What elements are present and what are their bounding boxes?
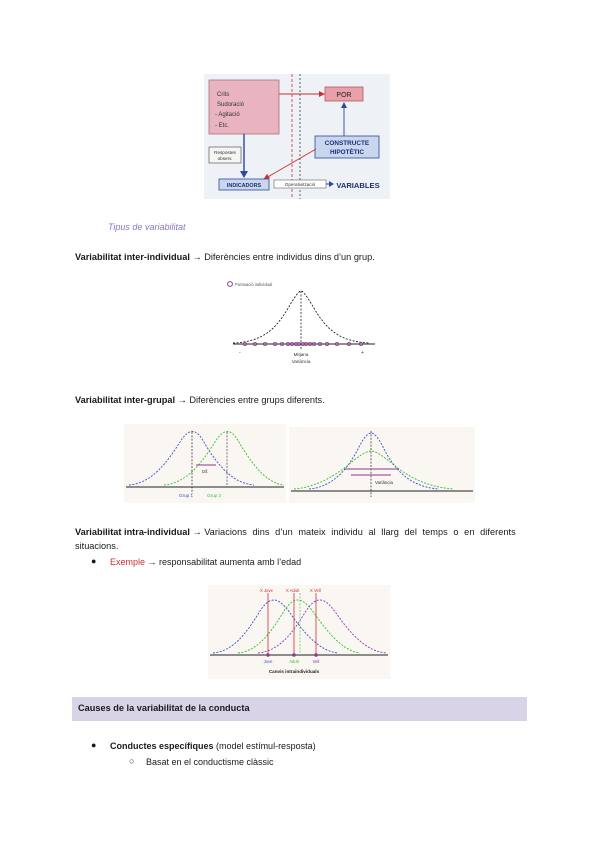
construct-diagram [204,74,390,199]
bullet-item-conductes [110,741,316,751]
indicadors-label: INDICADORS [226,183,262,189]
intra-individual-paragraph [75,525,535,553]
arrow: → [192,252,202,262]
example-text: responsabilitat aumenta amb l’edad [159,557,302,567]
bottom-label-3: Vell [312,659,320,664]
top-label-3: X Vell [310,588,321,593]
bullet-dot: ● [91,740,97,750]
inter-grupal-figure-right [289,427,475,503]
respostes-line-1: Respostes [214,150,236,155]
intra-individual-desc-2: situacions. [75,541,119,551]
mean-label: Mitjana [293,352,309,357]
group2-label: Grup 2 [207,493,222,498]
section-heading: Causes de la variabilitat de la conducta [78,703,250,713]
conductes-bold: Conductes específiques [110,741,214,751]
arrow: → [177,395,187,405]
inter-grupal-figure-left [124,424,286,503]
section-heading-band [72,697,527,721]
top-label-1: X Jove [260,588,273,593]
inter-grupal-desc: Diferències entre grups diferents. [189,395,325,405]
box-line-2: Sudoració [217,102,245,108]
bottom-label-2: Adult [289,659,299,664]
variancia-label: Variància [375,480,393,485]
operativitzacio-label: Operativització [284,182,316,187]
arrow: → [192,527,202,537]
legend-label: Puntuació individual [235,282,273,287]
por-label: POR [336,92,352,99]
respostes-line-2: observ. [217,156,233,161]
inter-grupal-term: Variabilitat inter-grupal [75,395,176,405]
example-line [110,557,301,567]
intra-caption: Canvis intraindividuals [268,669,320,674]
box-line-3: - Agitació [215,112,240,118]
conductes-rest: (model estímul-resposta) [216,741,316,751]
top-label-2: X Adult [286,588,300,593]
sub-bullet-circle: ○ [129,756,135,766]
sub-bullet-basat: Basat en el conductisme clàssic [146,757,274,767]
inter-individual-paragraph [75,250,375,264]
subtitle-tipus-variabilitat: Tipus de variabilitat [108,222,186,232]
inter-individual-figure [225,278,378,370]
variables-label: VARIABLES [336,181,380,190]
bottom-label-1: Jove [263,659,273,664]
construct-line-1: CONSTRUCTE [324,140,370,147]
intra-individual-desc: Variacions dins d’un mateix individu al llarg del temps o en diferents [204,527,516,537]
variance-label: Variància [291,359,311,364]
bullet-dot: ● [91,556,97,566]
box-line-4: - Etc. [215,123,230,129]
box-line-1: Crits [217,92,230,98]
inter-grupal-paragraph [75,393,325,407]
example-label: Exemple [110,557,146,567]
construct-line-2: HIPOTÈTIC [329,149,365,156]
intra-individual-term: Variabilitat intra-individual [75,527,190,537]
diff-label: Dif. [202,469,209,474]
inter-individual-term: Variabilitat inter-individual [75,252,190,262]
arrow: → [147,557,157,567]
plus-tick: + [361,350,364,356]
intra-individual-figure [208,585,390,679]
group1-label: Grup 1 [179,493,194,498]
minus-tick: - [239,350,241,356]
inter-individual-desc: Diferències entre individus dins d’un grup. [204,252,375,262]
